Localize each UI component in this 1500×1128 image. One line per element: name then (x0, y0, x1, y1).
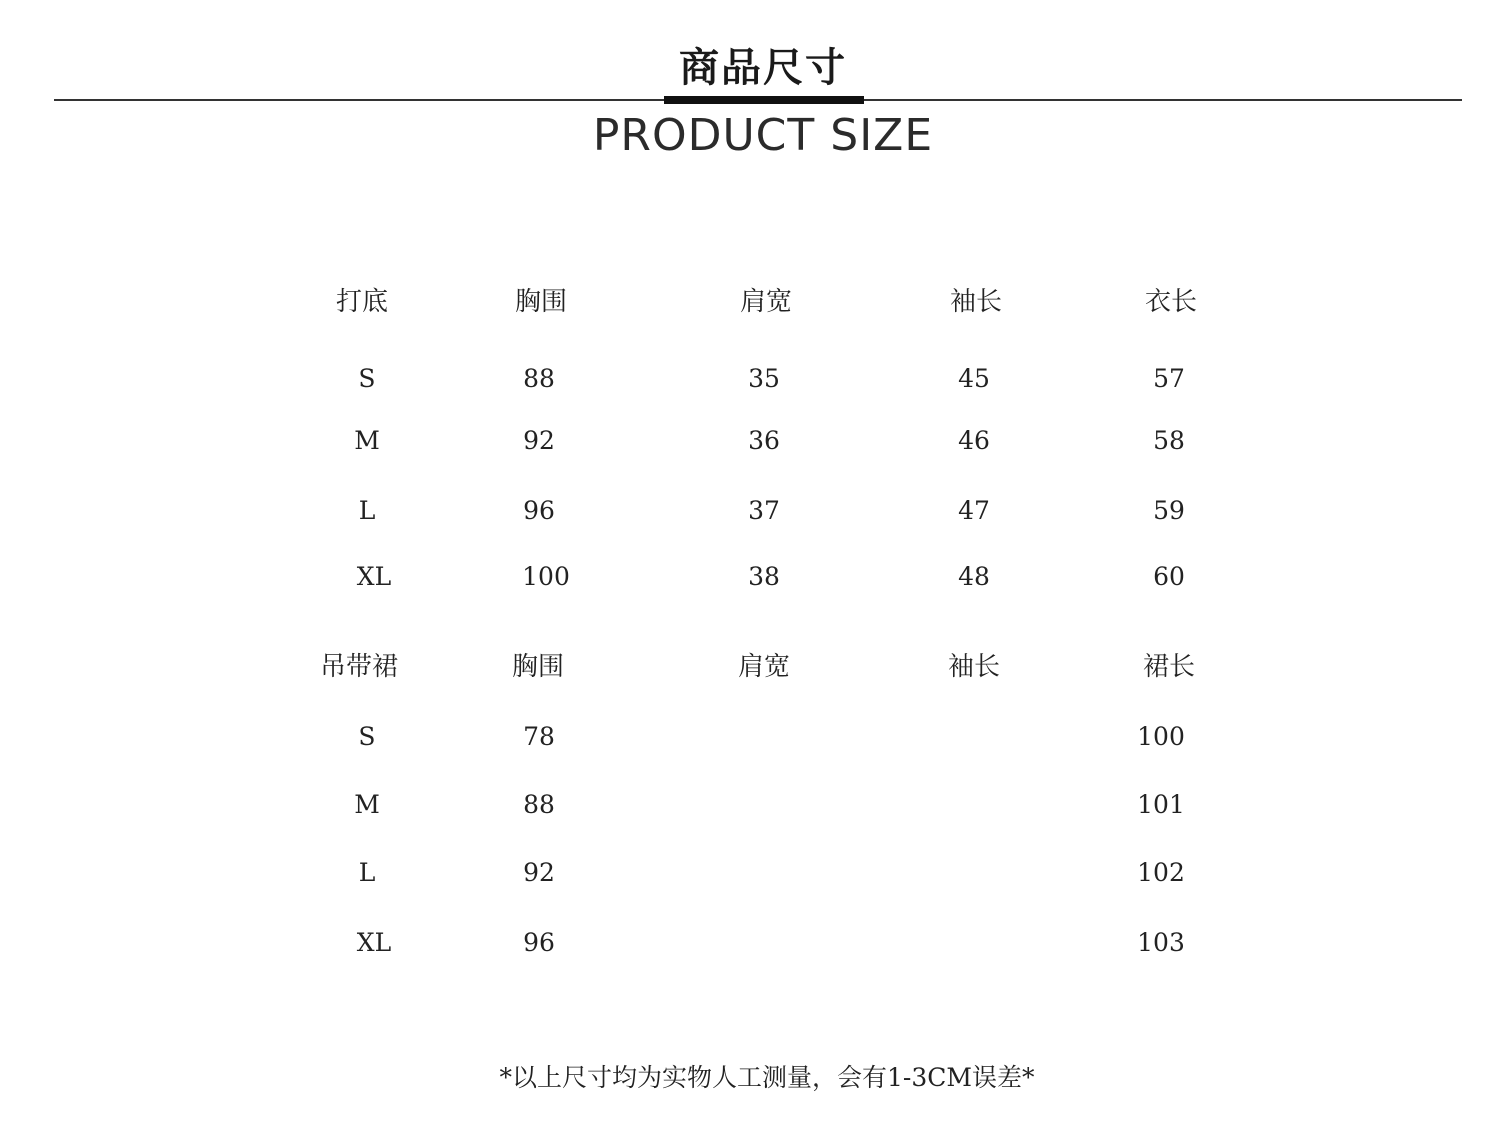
table-header-cell: 袖长 (947, 652, 1000, 682)
table-cell-size: XL (356, 562, 392, 591)
table-cell: 88 (523, 790, 555, 819)
table-cell: 102 (1137, 858, 1185, 887)
table-header-cell: 胸围 (514, 287, 567, 317)
table-cell: 45 (958, 364, 990, 393)
table-cell: 96 (523, 928, 555, 957)
table-cell: 35 (748, 364, 780, 393)
table-header-cell: 肩宽 (739, 287, 792, 317)
table-cell: 48 (958, 562, 990, 591)
table-cell-size: L (358, 496, 376, 525)
table-header-cell: 裙长 (1142, 652, 1195, 682)
table-header-cell: 打底 (335, 287, 388, 317)
table-cell: 100 (1137, 722, 1185, 751)
table-cell-size: S (358, 722, 376, 751)
table-cell: 96 (523, 496, 555, 525)
table-cell: 36 (748, 426, 780, 455)
table-cell: 101 (1137, 790, 1185, 819)
table-cell: 100 (522, 562, 570, 591)
table-cell-size: L (358, 858, 376, 887)
page-title-english: PRODUCT SIZE (592, 110, 934, 161)
table-cell: 37 (748, 496, 780, 525)
table-header-cell: 肩宽 (737, 652, 790, 682)
title-divider-accent (664, 96, 864, 104)
table-cell: 103 (1137, 928, 1185, 957)
table-header-cell: 袖长 (949, 287, 1002, 317)
table-cell: 88 (523, 364, 555, 393)
table-cell: 47 (958, 496, 990, 525)
table-cell: 59 (1153, 496, 1185, 525)
table-cell: 92 (523, 858, 555, 887)
table-header-cell: 吊带裙 (319, 652, 398, 682)
table-cell-size: XL (356, 928, 392, 957)
table-cell-size: M (354, 790, 380, 819)
table-cell-size: M (354, 426, 380, 455)
table-cell: 57 (1153, 364, 1185, 393)
table-cell: 58 (1153, 426, 1185, 455)
table-cell: 60 (1153, 562, 1185, 591)
table-cell-size: S (358, 364, 376, 393)
table-cell: 92 (523, 426, 555, 455)
table-cell: 78 (523, 722, 555, 751)
page-title-chinese: 商品尺寸 (679, 45, 847, 91)
table-cell: 38 (748, 562, 780, 591)
table-cell: 46 (958, 426, 990, 455)
table-header-cell: 衣长 (1144, 287, 1197, 317)
measurement-note: *以上尺寸均为实物人工测量，会有1-3CM误差* (499, 1063, 1035, 1092)
table-header-cell: 胸围 (511, 652, 564, 682)
